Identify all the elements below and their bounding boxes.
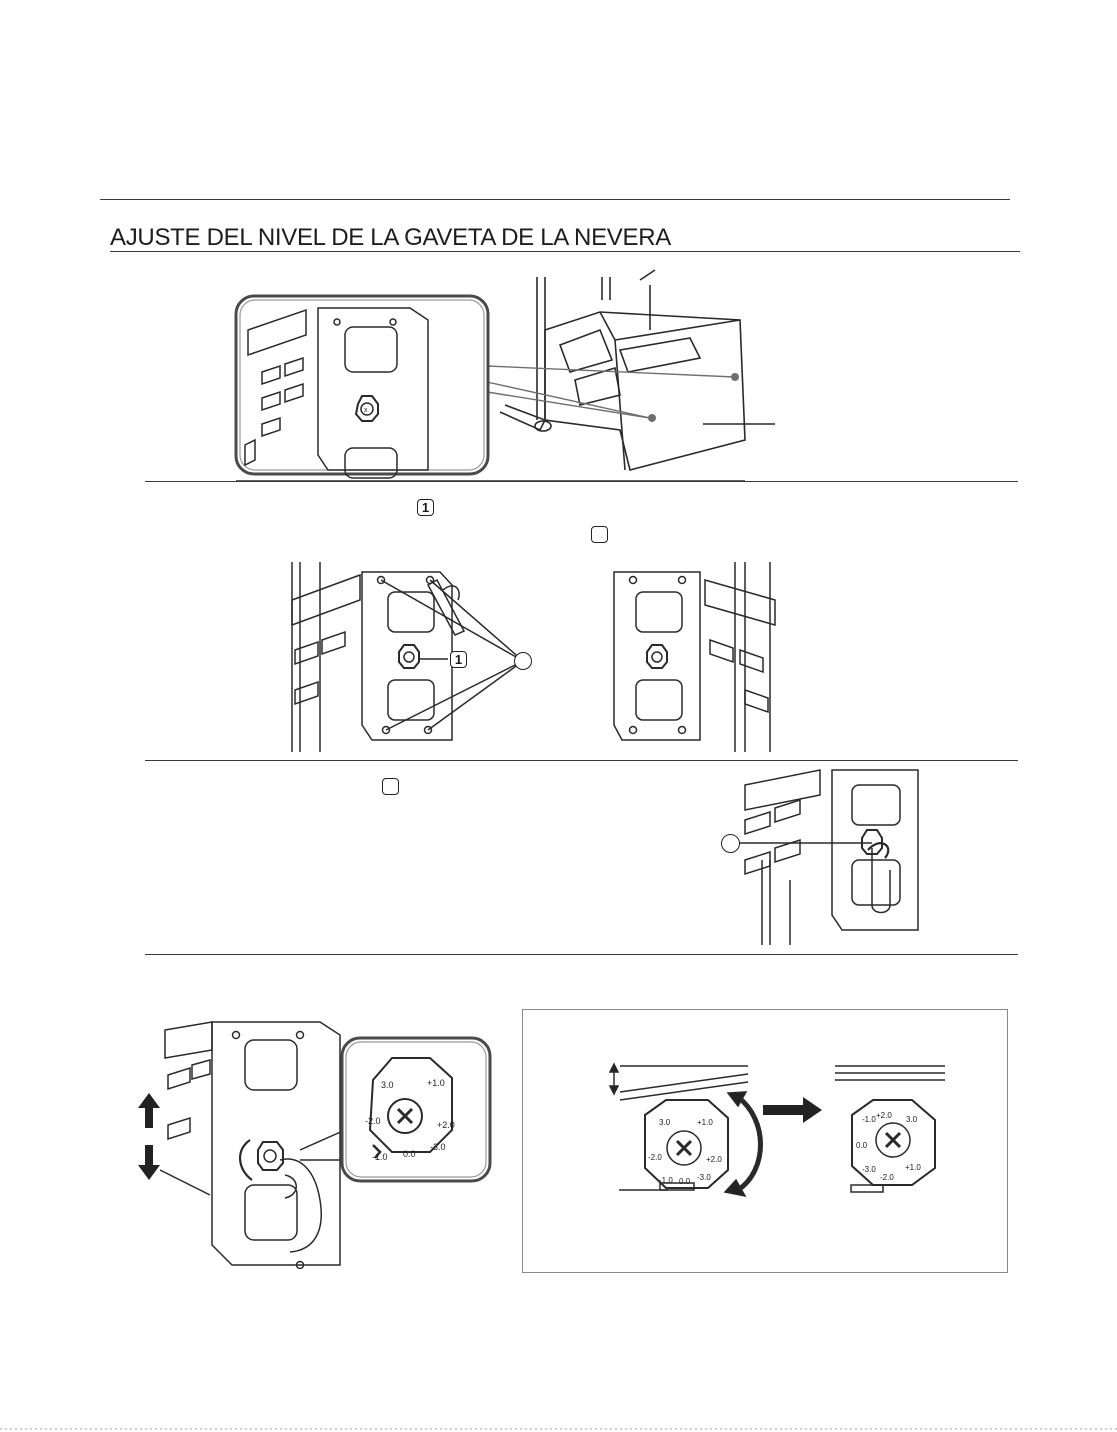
svg-text:-3.0: -3.0 [697, 1173, 711, 1182]
svg-text:+1.0: +1.0 [697, 1118, 713, 1127]
svg-text:-2.0: -2.0 [365, 1116, 381, 1126]
svg-text:-1.0: -1.0 [659, 1176, 673, 1185]
svg-text:3.0: 3.0 [659, 1118, 671, 1127]
figure-callout-badge-1: 1 [450, 651, 467, 668]
svg-text:-3.0: -3.0 [430, 1142, 446, 1152]
svg-text:-1.0: -1.0 [372, 1152, 388, 1162]
callout-badge-1: 1 [417, 499, 434, 516]
footer-dotted-line [0, 1427, 1117, 1432]
svg-text:-3.0: -3.0 [862, 1165, 876, 1174]
svg-text:+1.0: +1.0 [427, 1078, 445, 1088]
dial-label: 3.0 [381, 1080, 394, 1090]
svg-text:-2.0: -2.0 [880, 1173, 894, 1182]
svg-text:+2.0: +2.0 [876, 1111, 892, 1120]
svg-text:0.0: 0.0 [679, 1177, 691, 1186]
svg-text:-1.0: -1.0 [862, 1115, 876, 1124]
svg-text:-2.0: -2.0 [648, 1153, 662, 1162]
svg-text:+2.0: +2.0 [706, 1155, 722, 1164]
svg-text:+2.0: +2.0 [437, 1120, 455, 1130]
svg-text:0.0: 0.0 [856, 1141, 868, 1150]
svg-text:3.0: 3.0 [906, 1115, 918, 1124]
section-title: AJUSTE DEL NIVEL DE LA GAVETA DE LA NEVERA [110, 224, 671, 251]
svg-text:+1.0: +1.0 [905, 1163, 921, 1172]
svg-text:0.0: 0.0 [403, 1149, 416, 1159]
svg-text:x: x [364, 407, 368, 414]
